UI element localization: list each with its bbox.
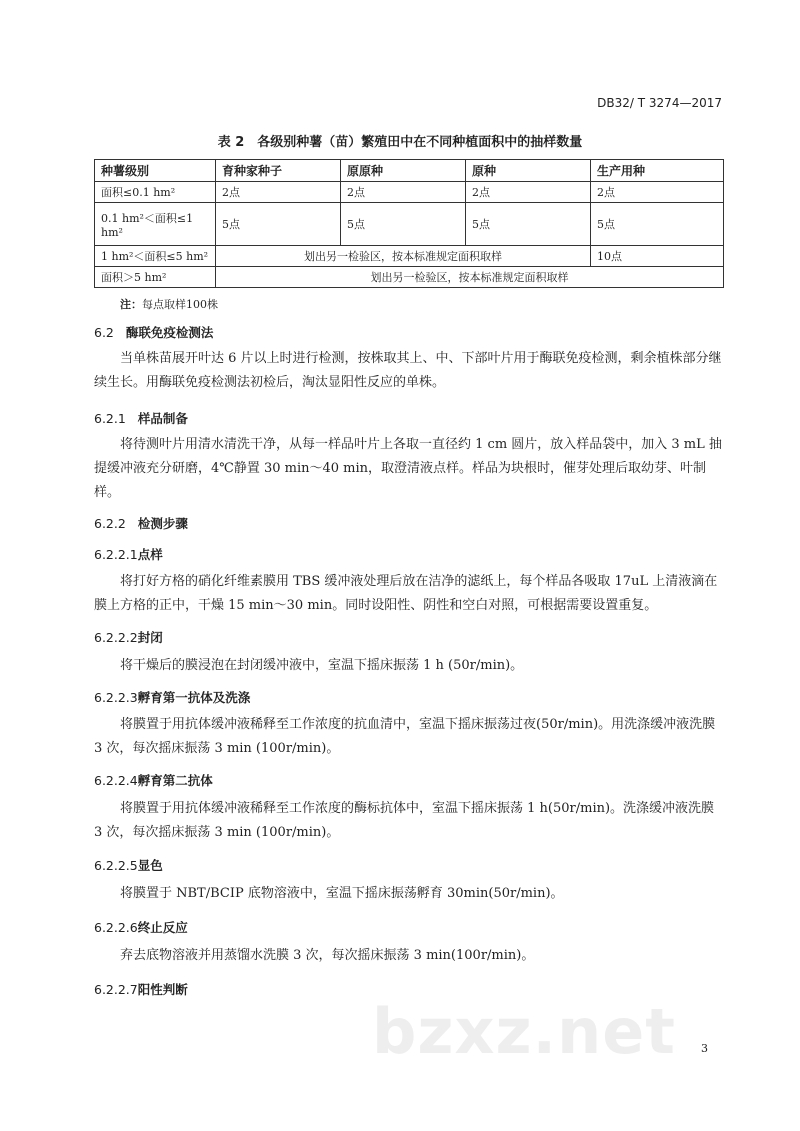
section-title: 孵育第二抗体 [137, 773, 213, 788]
section-title: 样品制备 [137, 411, 188, 426]
table-row [95, 267, 724, 288]
table-header-cell: 种薯级别 [95, 160, 216, 182]
section-number: 6.2.2 [94, 516, 126, 531]
table-header-cell: 生产用种 [591, 160, 724, 182]
paragraph: 将膜置于用抗体缓冲液稀释至工作浓度的抗血清中，室温下摇床振荡过夜(50r/min)。用洗涤缓冲液洗膜 3 次，每次摇床振荡 3 min (100r/min)。 [94, 717, 716, 756]
table-header-cell: 原种 [466, 160, 591, 182]
section-heading [94, 771, 213, 789]
section-number: 6.2.2.6 [94, 920, 138, 935]
table-row [95, 182, 724, 203]
table-cell: 面积＞5 hm² [95, 267, 216, 288]
table-cell: 5点 [216, 203, 341, 246]
section-heading [94, 980, 188, 998]
sampling-table [94, 159, 724, 288]
page-number: 3 [701, 1042, 708, 1055]
paragraph: 弃去底物溶液并用蒸馏水洗膜 3 次，每次摇床振荡 3 min(100r/min)。 [120, 948, 535, 963]
table-cell: 1 hm²＜面积≤5 hm² [95, 246, 216, 267]
table-cell: 10点 [591, 246, 724, 267]
section-heading [94, 628, 163, 646]
table-title: 表 2 各级别种薯（苗）繁殖田中在不同种植面积中的抽样数量 [217, 135, 583, 150]
section-heading [94, 856, 163, 874]
table-cell: 5点 [341, 203, 466, 246]
table-note [120, 296, 218, 312]
note-text: 每点取样100株 [142, 298, 218, 311]
table-row [95, 246, 724, 267]
section-heading [94, 545, 163, 563]
table-cell: 2点 [341, 182, 466, 203]
section-title: 酶联免疫检测法 [125, 325, 214, 340]
section-title: 孵育第一抗体及洗涤 [137, 690, 251, 705]
section-title: 检测步骤 [137, 516, 188, 531]
paragraph: 将打好方格的硝化纤维素膜用 TBS 缓冲液处理后放在洁净的滤纸上，每个样品各吸取 17uL 上清液滴在膜上方格的正中，干燥 15 min～30 min。同时设阳性、阴性和空白对照，可根据需要设置重复。 [94, 574, 718, 613]
section-number: 6.2.1 [94, 411, 126, 426]
table-cell: 面积≤0.1 hm² [95, 182, 216, 203]
table-row [95, 203, 724, 246]
section-heading [94, 514, 188, 532]
table-cell: 2点 [591, 182, 724, 203]
section-number: 6.2.2.5 [94, 858, 138, 873]
section-number: 6.2.2.7 [94, 982, 138, 997]
table-cell: 5点 [591, 203, 724, 246]
section-number: 6.2.2.3 [94, 690, 138, 705]
section-title: 显色 [137, 858, 163, 873]
table-cell: 划出另一检验区，按本标准规定面积取样 [216, 267, 724, 288]
section-number: 6.2.2.2 [94, 630, 138, 645]
paragraph: 将膜置于 NBT/BCIP 底物溶液中，室温下摇床振荡孵育 30min(50r/min)。 [120, 886, 564, 901]
table-cell: 0.1 hm²＜面积≤1 hm² [95, 203, 216, 246]
section-heading [94, 409, 188, 427]
paragraph: 当单株苗展开叶达 6 片以上时进行检测，按株取其上、中、下部叶片用于酶联免疫检测，剩余植株部分继续生长。用酶联免疫检测法初检后，淘汰显阳性反应的单株。 [94, 351, 722, 390]
section-title: 终止反应 [137, 920, 188, 935]
section-number: 6.2 [94, 325, 114, 340]
section-title: 封闭 [137, 630, 163, 645]
watermark-text: bzxz.net [372, 995, 676, 1068]
table-header-cell: 原原种 [341, 160, 466, 182]
paragraph: 将干燥后的膜浸泡在封闭缓冲液中，室温下摇床振荡 1 h (50r/min)。 [120, 658, 524, 673]
section-title: 点样 [137, 547, 163, 562]
table-header-cell: 育种家种子 [216, 160, 341, 182]
paragraph: 将膜置于用抗体缓冲液稀释至工作浓度的酶标抗体中，室温下摇床振荡 1 h(50r/min)。洗涤缓冲液洗膜 3 次，每次摇床振荡 3 min (100r/min)。 [94, 801, 715, 840]
section-number: 6.2.2.4 [94, 773, 138, 788]
table-cell: 5点 [466, 203, 591, 246]
standard-code: DB32/ T 3274—2017 [597, 96, 722, 110]
paragraph: 将待测叶片用清水清洗干净，从每一样品叶片上各取一直径约 1 cm 圆片，放入样品袋中，加入 3 mL 抽提缓冲液充分研磨，4℃静置 30 min～40 min，取澄清液点样。样品为块根时，催芽处理后取幼芽、叶制样。 [94, 437, 722, 500]
section-heading [94, 688, 250, 706]
table-cell: 2点 [216, 182, 341, 203]
note-label: 注： [120, 298, 142, 311]
section-title: 阳性判断 [137, 982, 188, 997]
section-heading [94, 323, 213, 341]
table-header-row [95, 160, 724, 182]
section-number: 6.2.2.1 [94, 547, 138, 562]
table-cell: 划出另一检验区，按本标准规定面积取样 [216, 246, 591, 267]
section-heading [94, 918, 188, 936]
table-cell: 2点 [466, 182, 591, 203]
